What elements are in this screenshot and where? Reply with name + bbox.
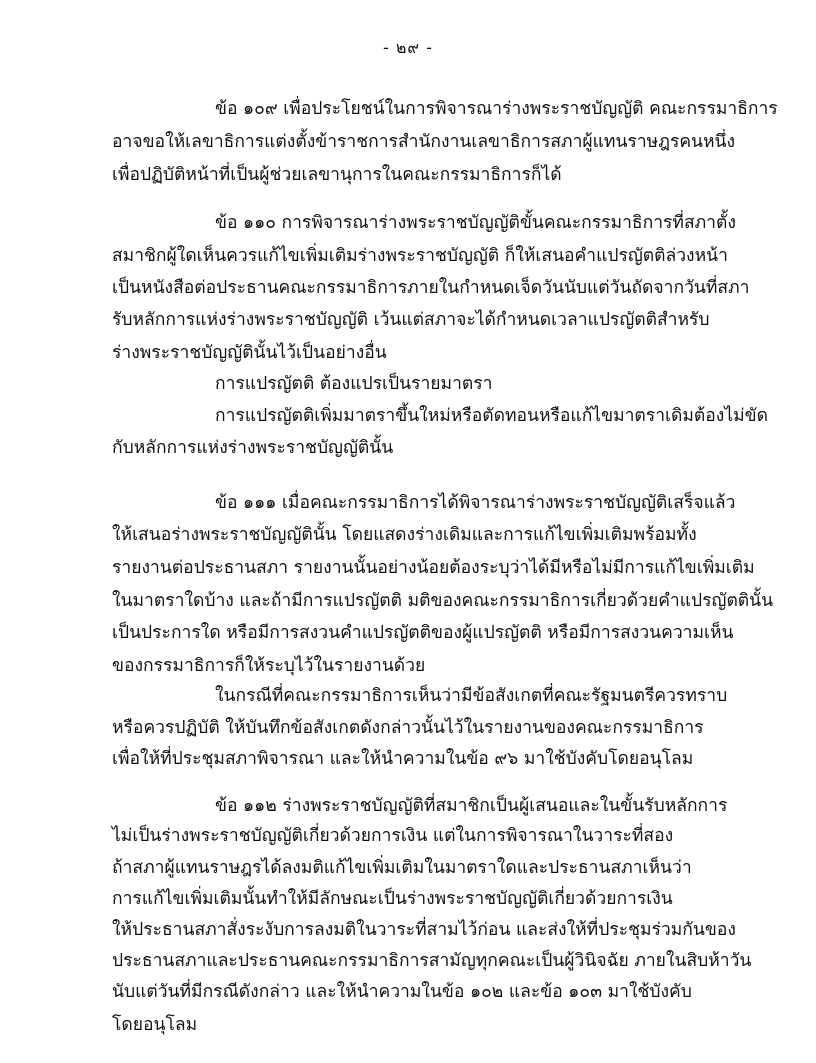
clause-109-line-3: เพื่อปฏิบัติหน้าที่เป็นผู้ช่วยเลขานุการในคณะกรรมาธิการก็ได้ (112, 165, 562, 185)
clause-111-line-2: ให้เสนอร่างพระราชบัญญัตินั้น โดยแสดงร่างเดิมและการแก้ไขเพิ่มเติมพร้อมทั้ง (112, 525, 697, 545)
clause-110-line-8: กับหลักการแห่งร่างพระราชบัญญัตินั้น (112, 438, 394, 458)
clause-110-line-1: ข้อ ๑๑๐ การพิจารณาร่างพระราชบัญญัติขั้นคณะกรรมาธิการที่สภาตั้ง (215, 213, 736, 233)
page-number: - ๒๙ - (383, 38, 433, 57)
clause-111-line-1: ข้อ ๑๑๑ เมื่อคณะกรรมาธิการได้พิจารณาร่างพระราชบัญญัติเสร็จแล้ว (215, 493, 736, 513)
clause-111-line-4: ในมาตราใดบ้าง และถ้ามีการแปรญัตติ มติของคณะกรรมาธิการเกี่ยวด้วยคำแปรญัตตินั้น (112, 591, 774, 611)
clause-110-line-2: สมาชิกผู้ใดเห็นควรแก้ไขเพิ่มเติมร่างพระราชบัญญัติ ก็ให้เสนอคำแปรญัตติล่วงหน้า (112, 246, 728, 266)
clause-112-line-6: ประธานสภาและประธานคณะกรรมาธิการสามัญทุกคณะเป็นผู้วินิจฉัย ภายในสิบห้าวัน (112, 951, 752, 971)
clause-112-line-2: ไม่เป็นร่างพระราชบัญญัติเกี่ยวด้วยการเงิน แต่ในการพิจารณาในวาระที่สอง (112, 826, 674, 846)
clause-110-line-6: การแปรญัตติ ต้องแปรเป็นรายมาตรา (215, 374, 493, 394)
clause-111-line-5: เป็นประการใด หรือมีการสงวนคำแปรญัตติของผู้แปรญัตติ หรือมีการสงวนความเห็น (112, 623, 734, 643)
clause-109-line-2: อาจขอให้เลขาธิการแต่งตั้งข้าราชการสำนักงานเลขาธิการสภาผู้แทนราษฎรคนหนึ่ง (112, 132, 736, 152)
clause-112-line-8: โดยอนุโลม (112, 1015, 198, 1035)
clause-112-line-4: การแก้ไขเพิ่มเติมนั้นทำให้มีลักษณะเป็นร่างพระราชบัญญัติเกี่ยวด้วยการเงิน (112, 889, 673, 909)
clause-110-line-4: รับหลักการแห่งร่างพระราชบัญญัติ เว้นแต่สภาจะได้กำหนดเวลาแปรญัตติสำหรับ (112, 310, 710, 330)
clause-111-line-3: รายงานต่อประธานสภา รายงานนั้นอย่างน้อยต้องระบุว่าได้มีหรือไม่มีการแก้ไขเพิ่มเติม (112, 558, 755, 578)
clause-111-line-9: เพื่อให้ที่ประชุมสภาพิจารณา และให้นำความในข้อ ๙๖ มาใช้บังคับโดยอนุโลม (112, 749, 694, 769)
clause-110-line-5: ร่างพระราชบัญญัตินั้นไว้เป็นอย่างอื่น (112, 343, 387, 363)
clause-110-line-7: การแปรญัตติเพิ่มมาตราขึ้นใหม่หรือตัดทอนหรือแก้ไขมาตราเดิมต้องไม่ขัด (215, 406, 768, 426)
clause-111-line-6: ของกรรมาธิการก็ให้ระบุไว้ในรายงานด้วย (112, 656, 426, 676)
clause-110-line-3: เป็นหนังสือต่อประธานคณะกรรมาธิการภายในกำหนดเจ็ดวันนับแต่วันถัดจากวันที่สภา (112, 278, 750, 298)
clause-109-line-1: ข้อ ๑๐๙ เพื่อประโยชน์ในการพิจารณาร่างพระราชบัญญัติ คณะกรรมาธิการ (215, 99, 778, 119)
clause-112-line-7: นับแต่วันที่มีกรณีดังกล่าว และให้นำความในข้อ ๑๐๒ และข้อ ๑๐๓ มาใช้บังคับ (112, 982, 692, 1002)
clause-112-line-3: ถ้าสภาผู้แทนราษฎรได้ลงมติแก้ไขเพิ่มเติมในมาตราใดและประธานสภาเห็นว่า (112, 858, 692, 878)
clause-112-line-5: ให้ประธานสภาสั่งระงับการลงมติในวาระที่สามไว้ก่อน และส่งให้ที่ประชุมร่วมกันของ (112, 920, 736, 940)
clause-111-line-8: หรือควรปฏิบัติ ให้บันทึกข้อสังเกตดังกล่าวนั้นไว้ในรายงานของคณะกรรมาธิการ (112, 718, 704, 738)
clause-111-line-7: ในกรณีที่คณะกรรมาธิการเห็นว่ามีข้อสังเกตที่คณะรัฐมนตรีควรทราบ (215, 686, 728, 706)
clause-112-line-1: ข้อ ๑๑๒ ร่างพระราชบัญญัติที่สมาชิกเป็นผู้เสนอและในขั้นรับหลักการ (215, 796, 728, 816)
